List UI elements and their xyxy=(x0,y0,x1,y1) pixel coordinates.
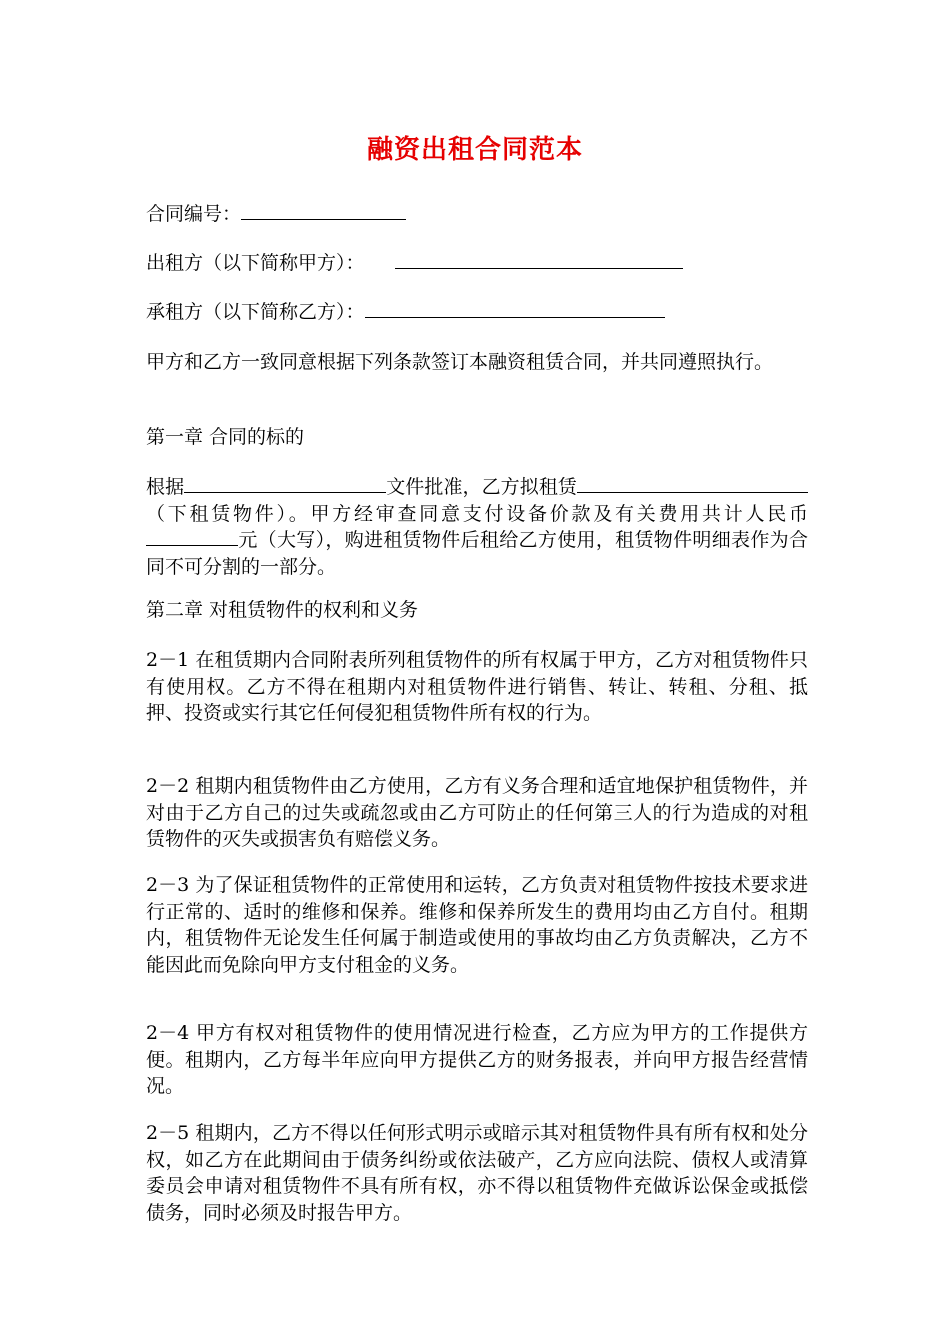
intro-paragraph: 甲方和乙方一致同意根据下列条款签订本融资租赁合同，并共同遵照执行。 xyxy=(146,351,774,373)
approval-document-blank xyxy=(184,474,386,493)
lessee-blank xyxy=(365,299,665,318)
chapter1-paragraph xyxy=(146,474,808,580)
clause-2-4: 2－4 甲方有权对租赁物件的使用情况进行检查，乙方应为甲方的工作提供方便。租期内，乙方每半年应向甲方提供乙方的财务报表，并向甲方报告经营情况。 xyxy=(146,1022,808,1097)
clause-2-3: 2－3 为了保证租赁物件的正常使用和运转，乙方负责对租赁物件按技术要求进行正常的、适时的维修和保养。维修和保养所发生的费用均由乙方自付。租期内，租赁物件无论发生任何属于制造或使用的事故均由乙方负责解决，乙方不能因此而免除向甲方支付租金的义务。 xyxy=(146,874,808,976)
contract-number-field xyxy=(146,201,406,227)
contract-number-label: 合同编号： xyxy=(146,203,242,225)
contract-number-blank xyxy=(241,201,406,220)
document-title: 融资出租合同范本 xyxy=(366,135,583,165)
amount-blank xyxy=(146,527,238,546)
chapter1-text-b: 文件批准，乙方拟租赁 xyxy=(386,476,577,498)
chapter1-text-d: 元（大写），购进租赁物件后租给乙方使用，租赁物件明细表作为合同不可分割的一部分。 xyxy=(146,529,808,578)
lessor-blank xyxy=(395,250,683,269)
lessee-label: 承租方（以下简称乙方）： xyxy=(146,301,365,323)
chapter2-heading: 第二章 对租赁物件的权利和义务 xyxy=(146,599,419,621)
clause-2-1: 2－1 在租赁期内合同附表所列租赁物件的所有权属于甲方，乙方对租赁物件只有使用权。乙方不得在租期内对租赁物件进行销售、转让、转租、分租、抵押、投资或实行其它任何侵犯租赁物件所有权的行为。 xyxy=(146,649,808,724)
leased-item-blank-2 xyxy=(770,474,808,493)
lessor-label: 出租方（以下简称甲方）： xyxy=(146,252,365,274)
clause-2-5: 2－5 租期内，乙方不得以任何形式明示或暗示其对租赁物件具有所有权和处分权，如乙方在此期间由于债务纠纷或依法破产，乙方应向法院、债权人或清算委员会申请对租赁物件不具有所有权，亦不得以租赁物件充做诉讼保金或抵偿债务，同时必须及时报告甲方。 xyxy=(146,1122,808,1224)
lessee-field xyxy=(146,299,665,325)
chapter1-text-a: 根据 xyxy=(146,476,185,498)
leased-item-blank-1 xyxy=(577,474,770,493)
lessor-field xyxy=(146,250,683,276)
chapter1-text-c: （下租赁物件）。甲方经审查同意支付设备价款及有关费用共计人民币 xyxy=(146,502,808,525)
clause-2-2: 2－2 租期内租赁物件由乙方使用，乙方有义务合理和适宜地保护租赁物件，并对由于乙方自己的过失或疏忽或由乙方可防止的任何第三人的行为造成的对租赁物件的灭失或损害负有赔偿义务。 xyxy=(146,775,808,850)
chapter1-heading: 第一章 合同的标的 xyxy=(146,426,305,448)
